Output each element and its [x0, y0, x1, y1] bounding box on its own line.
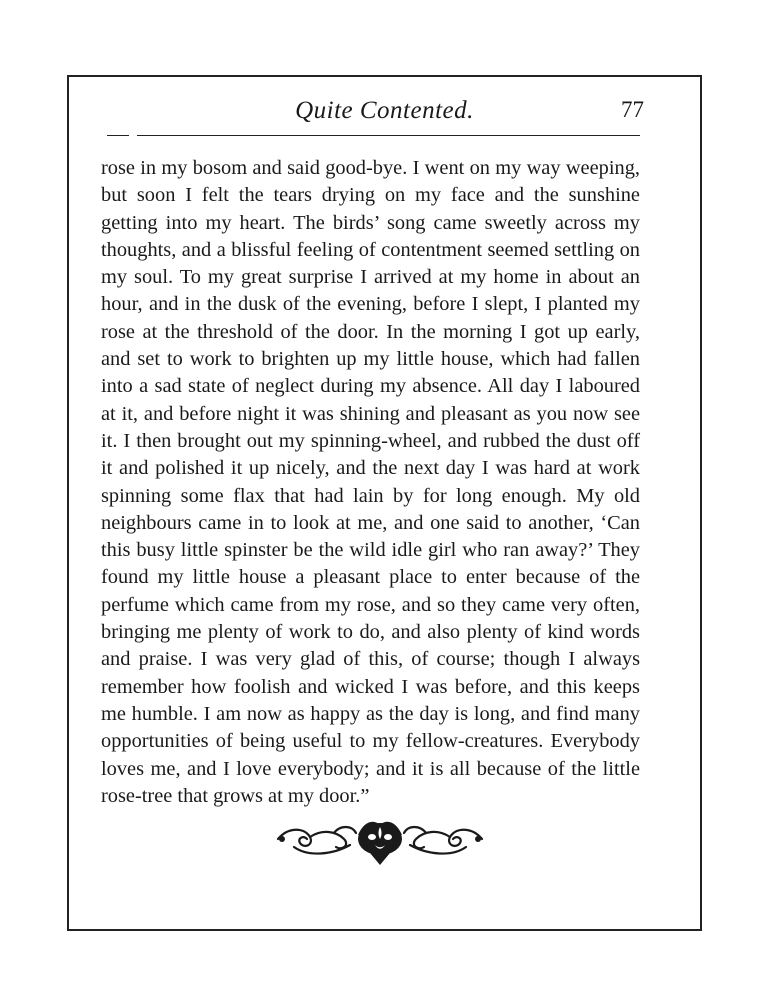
- running-header: [69, 97, 700, 133]
- floral-tailpiece-icon: [274, 817, 486, 867]
- header-rule: [107, 135, 640, 136]
- running-title: Quite Contented.: [295, 97, 474, 124]
- page-frame: [67, 75, 702, 931]
- body-paragraph: rose in my bosom and said good-bye. I went on my way weeping, but soon I felt the tears drying on my face and the sunshine getting into my heart. The birds’ song came sweetly across my thoughts, and a blissful feeling of contentment seemed settling on my soul. To my great surprise I arrived at my home in about an hour, and in the dusk of the evening, before I slept, I planted my rose at the threshold of the door. In the morning I got up early, and set to work to brighten up my little house, which had fallen into a sad state of neglect during my absence. All day I laboured at it, and before night it was shining and pleasant as you now see it. I then brought out my spinning-wheel, and rubbed the dust off it and polished it up nicely, and the next day I was hard at work spinning some flax that had lain by for long enough. My old neighbours came in to look at me, and one said to another, ‘Can this busy little spinster be the wild idle girl who ran away?’ They found my little house a pleasant place to enter because of the perfume which came from my rose, and so they came very often, bringing me plenty of work to do, and also plenty of kind words and praise. I was very glad of this, of course; though I always remember how foolish and wicked I was before, and this keeps me humble. I am now as happy as the day is long, and find many opportunities of being useful to my fellow-creatures. Everybody loves me, and I love everybody; and it is all because of the little rose-tree that grows at my door.”: [101, 157, 640, 807]
- page-number: 77: [621, 97, 644, 122]
- header-rule-gap: [129, 131, 137, 139]
